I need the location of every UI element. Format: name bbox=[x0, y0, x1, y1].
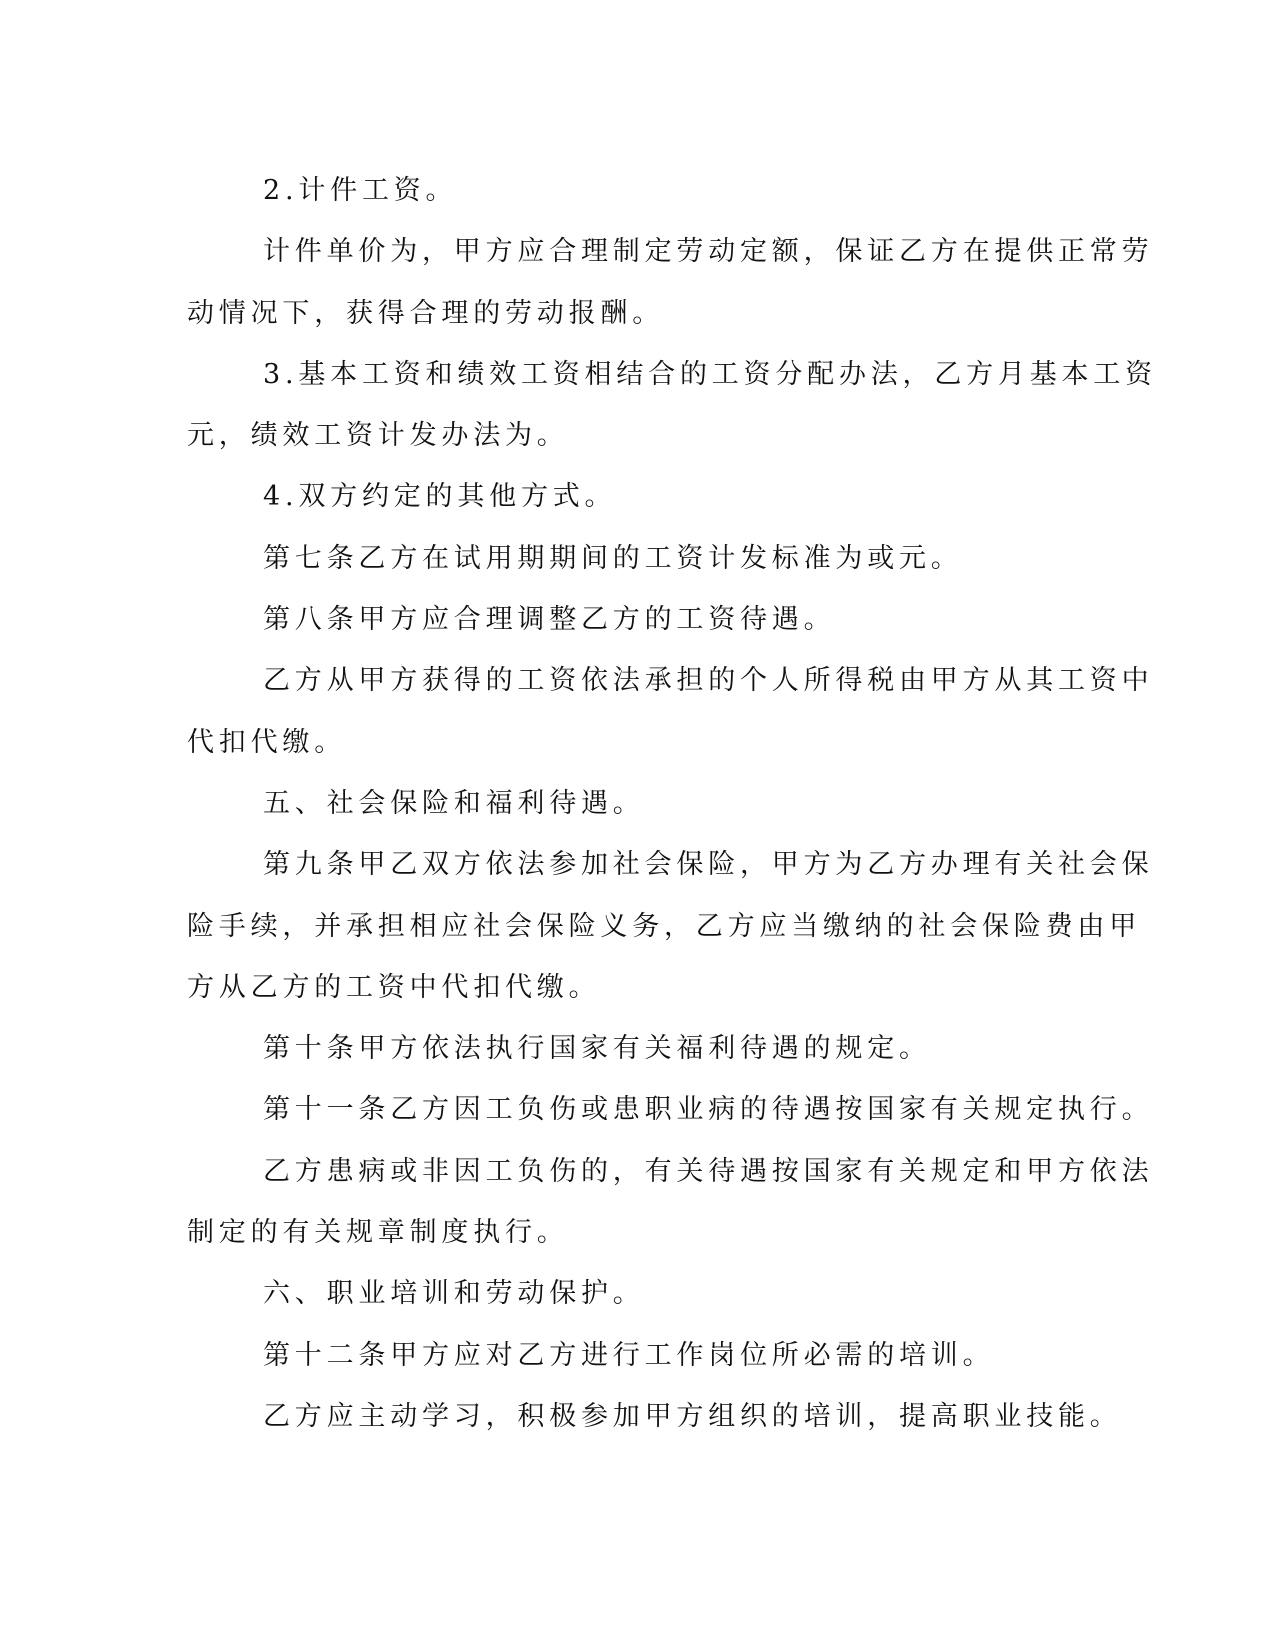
body-line: 4.双方约定的其他方式。 bbox=[263, 481, 617, 513]
body-line: 2.计件工资。 bbox=[263, 175, 458, 206]
body-line: 第十条甲方依法执行国家有关福利待遇的规定。 bbox=[263, 1033, 931, 1065]
body-line: 第八条甲方应合理调整乙方的工资待遇。 bbox=[263, 604, 836, 636]
body-line: 第十二条甲方应对乙方进行工作岗位所必需的培训。 bbox=[263, 1339, 995, 1371]
body-line: 元，绩效工资计发办法为。 bbox=[187, 420, 569, 452]
body-line: 代扣代缴。 bbox=[187, 726, 346, 758]
body-line: 计件单价为，甲方应合理制定劳动定额，保证乙方在提供正常劳 bbox=[263, 236, 1154, 268]
body-line: 第九条甲乙双方依法参加社会保险，甲方为乙方办理有关社会保 bbox=[263, 849, 1154, 881]
body-line: 3.基本工资和绩效工资相结合的工资分配办法，乙方月基本工资 bbox=[263, 358, 1157, 390]
section-heading: 五、社会保险和福利待遇。 bbox=[263, 787, 645, 819]
body-line: 乙方应主动学习，积极参加甲方组织的培训，提高职业技能。 bbox=[263, 1400, 1122, 1432]
body-line: 第七条乙方在试用期期间的工资计发标准为或元。 bbox=[263, 542, 963, 574]
body-line: 乙方从甲方获得的工资依法承担的个人所得税由甲方从其工资中 bbox=[263, 665, 1154, 697]
body-line: 乙方患病或非因工负伤的，有关待遇按国家有关规定和甲方依法 bbox=[263, 1155, 1154, 1187]
body-line: 制定的有关规章制度执行。 bbox=[187, 1217, 569, 1249]
body-line: 第十一条乙方因工负伤或患职业病的待遇按国家有关规定执行。 bbox=[263, 1094, 1154, 1126]
body-line: 险手续，并承担相应社会保险义务，乙方应当缴纳的社会保险费由甲 bbox=[187, 910, 1141, 942]
document-body bbox=[187, 160, 1157, 1447]
body-line: 动情况下，获得合理的劳动报酬。 bbox=[187, 297, 664, 329]
body-line: 方从乙方的工资中代扣代缴。 bbox=[187, 971, 601, 1003]
section-heading: 六、职业培训和劳动保护。 bbox=[263, 1278, 645, 1310]
